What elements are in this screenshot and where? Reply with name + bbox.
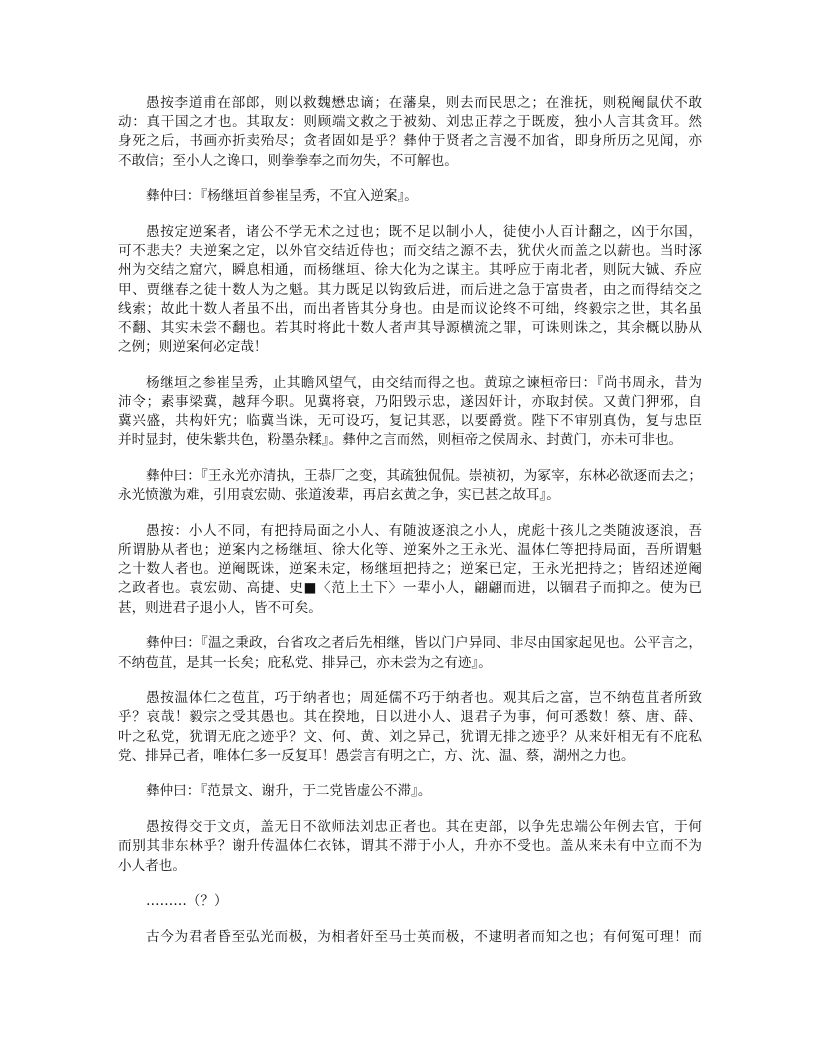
paragraph bbox=[118, 892, 702, 911]
paragraph bbox=[118, 223, 702, 357]
text-line: 彝仲曰：『范景文、谢升，于二党皆虚公不滞』。 bbox=[146, 783, 432, 800]
text-line: 所谓胁从者也；逆案内之杨继垣、徐大化等、逆案外之王永光、温体仁等把持局面，吾所谓魁 bbox=[118, 542, 702, 559]
text-line: 愚按李道甫在部郎，则以救魏懋忠谪；在藩臬，则去而民思之；在淮抚，则税阉鼠伏不敢 bbox=[146, 95, 702, 111]
text-line: 不纳苞苴，是其一长矣；庇私党、排异己，亦未尝为之有迹』。 bbox=[118, 654, 492, 671]
text-line: 党、排异己者，唯体仁多一反复耳！愚尝言有明之亡，方、沈、温、蔡，湖州之力也。 bbox=[118, 747, 635, 764]
text-line: 之例；则逆案何必定哉！ bbox=[118, 339, 268, 356]
text-line: 甚，则进君子退小人，皆不可矣。 bbox=[118, 599, 322, 616]
text-line: 不翻、其实未尝不翻也。若其时将此十数人者声其导源横流之罪，可诛则诛之，其余概以胁从 bbox=[118, 319, 702, 336]
text-line: 并时显封，使朱紫共色，粉墨杂糅』。彝仲之言而然，则桓帝之侯周永、封黄门，亦未可非也。 bbox=[118, 432, 683, 449]
paragraph bbox=[118, 467, 702, 505]
text-line: 线索；故此十数人者虽不出，而出者皆其分身也。由是而议论终不可绌，终毅宗之世，其名虽 bbox=[118, 300, 702, 317]
paragraph bbox=[118, 374, 702, 451]
text-line: 愚按：小人不同，有把持局面之小人、有随波逐浪之小人，虎彪十孩儿之类随波逐浪，吾 bbox=[146, 522, 702, 539]
text-line: 杨继垣之参崔呈秀，止其瞻风望气，由交结而得之也。黄琼之谏桓帝曰：『尚书周永，昔为 bbox=[146, 374, 702, 391]
text-line: 冀兴盛，共构奸宄；临冀当诛，无可设巧，复记其恶，以要爵赏。陛下不审别真伪，复与忠臣 bbox=[118, 413, 702, 430]
text-line: 身死之后，书画亦折卖殆尽；贪者固如是乎？彝仲于贤者之言漫不加省，即身所历之见闻，亦 bbox=[118, 133, 702, 150]
text-line: ………（？） bbox=[146, 893, 228, 910]
text-line: 而别其非东林乎？谢升传温体仁衣钵，谓其不滞于小人，升亦不受也。盖从来未有中立而不为 bbox=[118, 838, 702, 855]
text-line: 沛令；素事梁冀，越拜今职。见冀将衰，乃阳毁示忠，遂因奸计，亦取封侯。又黄门狎邪，自 bbox=[118, 393, 702, 410]
text-line: 愚按定逆案者，诸公不学无术之过也；既不足以制小人，徒使小人百计翻之，凶于尔国， bbox=[146, 223, 702, 240]
paragraph bbox=[118, 522, 702, 618]
text-line: 彝仲曰：『杨继垣首参崔呈秀，不宜入逆案』。 bbox=[146, 188, 418, 205]
text-line: 之政者也。袁宏勋、高捷、史■〈范上土下〉一辈小人，翩翩而进，以锢君子而抑之。使为已 bbox=[118, 580, 702, 597]
text-line: 州为交结之窟穴，瞬息相通，而杨继垣、徐大化为之谋主。其呼应于南北者，则阮大铖、乔应 bbox=[118, 262, 702, 279]
text-line: 不敢信；至小人之谗口，则拳拳奉之而勿失，不可解也。 bbox=[118, 152, 458, 169]
paragraph bbox=[118, 187, 702, 206]
text-line: 永光愤激为难，引用袁宏勋、张道浚辈，再启玄黄之争，实已甚之故耳』。 bbox=[118, 487, 560, 504]
text-line: 之十数人者也。逆阉既诛，逆案未定，杨继垣把持之；逆案已定，王永光把持之；皆绍述逆阉 bbox=[118, 561, 702, 578]
paragraph bbox=[118, 818, 702, 876]
text-line: 可不悲夫？夫逆案之定，以外官交结近侍也；而交结之源不去，犹伏火而盖之以薪也。当时涿 bbox=[118, 243, 702, 260]
text-line: 乎？哀哉！毅宗之受其愚也。其在揆地，日以进小人、退君子为事，何可悉数！蔡、唐、薛、 bbox=[118, 709, 702, 726]
text-line: 动：真干国之才也。其取友：则顾端文救之于被劾、刘忠正荐之于既废，独小人言其贪耳。然 bbox=[118, 114, 702, 131]
paragraph bbox=[118, 689, 702, 766]
text-line: 彝仲曰：『王永光亦清执，王恭厂之变，其疏独侃侃。崇祯初，为冢宰，东林必欲逐而去之； bbox=[146, 468, 702, 484]
paragraph bbox=[118, 634, 702, 672]
document-page bbox=[118, 94, 702, 964]
text-line: 小人者也。 bbox=[118, 857, 186, 874]
text-line: 叶之私党，犹谓无庇之迹乎？文、何、黄、刘之异己，犹谓无排之迹乎？从来奸相无有不庇私 bbox=[118, 728, 702, 745]
text-line: 甲、贾继春之徒十数人为之魁。其力既足以钩致后进，而后进之急于富贵者，由之而得结交之 bbox=[118, 281, 702, 298]
paragraph bbox=[118, 782, 702, 801]
text-line: 愚按温体仁之苞苴，巧于纳者也；周延儒不巧于纳者也。观其后之富，岂不纳苞苴者所致 bbox=[146, 690, 702, 707]
paragraph bbox=[118, 928, 702, 947]
text-line: 愚按得交于文贞，盖无日不欲师法刘忠正者也。其在吏部，以争先忠端公年例去官，于何 bbox=[146, 819, 702, 836]
paragraph bbox=[118, 94, 702, 171]
text-line: 古今为君者昏至弘光而极，为相者奸至马士英而极，不逮明者而知之也；有何冤可理！而 bbox=[146, 928, 702, 945]
text-line: 彝仲曰：『温之秉政，台省攻之者后先相继，皆以门户异同、非尽由国家起见也。公平言之， bbox=[146, 635, 702, 652]
